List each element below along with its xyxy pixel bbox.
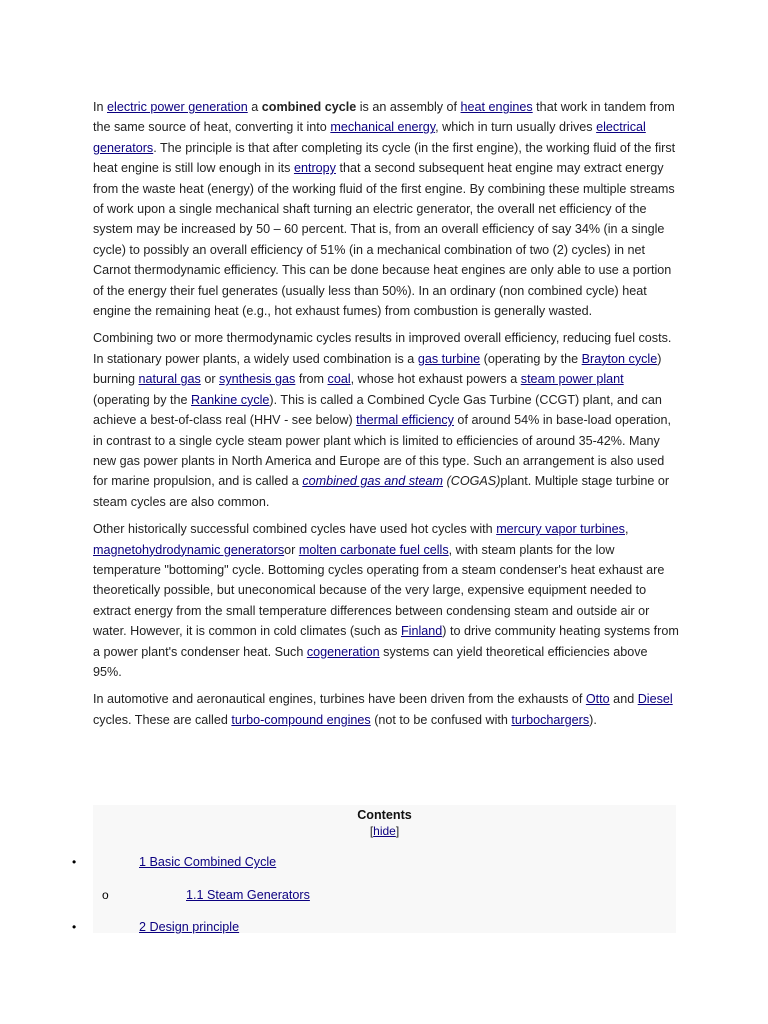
text: . The principle is that after completing its cycle (in the first engine), the working fluid of the first heat engine is still low enough in its (93, 140, 676, 176)
text: cycles. These are called (93, 712, 232, 727)
toc-hide-control (93, 823, 676, 839)
text: that a second subsequent heat engine may extract energy from the waste heat (energy) of the working fluid of the first engine. By combining these multiple streams of work upon a single mechanical shaft turning an electric generator, the overall net efficiency of the system may be increased by 50 – 60 percent. That is, from an overall efficiency of say 34% (in a single cycle) to possibly an overall efficiency of 51% (in a mechanical combination of two (2) cycles) in net Carnot thermodynamic efficiency. This can be done because heat engines are only able to use a portion of the energy their fuel generates (usually less than 50%). In an ordinary (non combined cycle) heat engine the remaining heat (e.g., hot exhaust fumes) from combustion is generally wasted. (93, 161, 675, 319)
paragraph-automotive (93, 689, 679, 730)
text: a (247, 100, 262, 114)
text: of around 54% in base-load operation, in contrast to a single cycle steam power plant which is limited to efficiencies of around 35-42%. Many new gas power plants in North America and Europe are of this type. Such an arrangement is also used for marine propulsion, and is called a (93, 413, 671, 489)
bold-term-combined-cycle: combined cycle (261, 100, 357, 114)
paragraph-intro (93, 97, 679, 321)
link-natural-gas[interactable]: natural gas (138, 372, 201, 387)
link-magnetohydrodynamic-generators[interactable]: magnetohydrodynamic generators (93, 542, 285, 557)
text: (operating by the (93, 392, 192, 407)
text: (not to be confused with (370, 712, 512, 727)
text: , whose hot exhaust powers a (350, 372, 521, 387)
toc-hide-link[interactable]: hide (373, 824, 396, 838)
link-otto[interactable]: Otto (585, 692, 610, 707)
link-coal[interactable]: coal (327, 372, 351, 387)
toc-item-steam-generators[interactable]: 1.1 Steam Generators (186, 888, 310, 902)
text: from (295, 372, 328, 387)
toc-item-basic-combined-cycle[interactable]: 1 Basic Combined Cycle (139, 855, 277, 869)
text: In automotive and aeronautical engines, turbines have been driven from the exhausts of (93, 692, 586, 707)
text: , with steam plants for the low temperature "bottoming" cycle. Bottoming cycles operating from a steam condenser's heat exhaust are theoretically possible, but uneconomical because of the very large, expensive equipment needed to extract energy from the small temperature differences between condensing steam and outside air or water. However, it is common in cold climates (such as (93, 542, 665, 639)
link-diesel[interactable]: Diesel (637, 692, 673, 707)
text: In (93, 100, 108, 114)
toc-sub-bullet: o (102, 888, 109, 902)
link-gas-turbine[interactable]: gas turbine (417, 351, 481, 366)
text: and (609, 692, 638, 707)
toc-item-design-principle[interactable]: 2 Design principle (139, 920, 240, 934)
link-electric-power-generation[interactable]: electric power generation (107, 100, 248, 114)
link-brayton-cycle[interactable]: Brayton cycle (581, 351, 658, 366)
paragraph-combining-cycles (93, 328, 679, 512)
text-cogas: (COGAS) (443, 474, 501, 489)
text: that work in tandem from the same source of heat, converting it into (93, 100, 675, 135)
text: is an assembly of (356, 100, 461, 114)
text: or (284, 542, 299, 557)
link-heat-engines[interactable]: heat engines (460, 100, 533, 114)
toc-title: Contents (357, 808, 412, 822)
link-thermal-efficiency[interactable]: thermal efficiency (356, 413, 454, 428)
text: (operating by the (480, 351, 582, 366)
text: Combining two or more thermodynamic cycles results in improved overall efficiency, reducing fuel costs. In stationary power plants, a widely used combination is a (93, 331, 672, 366)
text: ) burning (93, 351, 662, 387)
text: ). (589, 712, 597, 727)
link-synthesis-gas[interactable]: synthesis gas (219, 372, 296, 387)
link-turbochargers[interactable]: turbochargers (511, 712, 590, 727)
text: , (624, 522, 629, 537)
text: ). This is called a Combined Cycle Gas Turbine (CCGT) plant, and can achieve a best-of-class real (HHV - see below) (93, 392, 662, 428)
text: Other historically successful combined cycles have used hot cycles with (93, 522, 497, 537)
text: or (200, 372, 220, 387)
link-electrical-generators[interactable]: electrical generators (93, 120, 646, 155)
toc-bullet: • (72, 920, 77, 934)
link-mercury-vapor-turbines[interactable]: mercury vapor turbines (496, 522, 625, 537)
text: systems can yield theoretical efficiencies above 95%. (93, 644, 648, 679)
link-cogeneration[interactable]: cogeneration (306, 644, 380, 659)
bracket: [ (369, 824, 374, 838)
paragraph-historical-cycles (93, 519, 679, 682)
link-finland[interactable]: Finland (400, 624, 443, 639)
link-rankine-cycle[interactable]: Rankine cycle (191, 392, 270, 407)
link-mechanical-energy[interactable]: mechanical energy (330, 120, 436, 135)
article-body (93, 97, 679, 737)
toc-bullet: • (72, 855, 77, 869)
link-steam-power-plant[interactable]: steam power plant (520, 372, 624, 387)
link-turbo-compound-engines[interactable]: turbo-compound engines (231, 712, 371, 727)
text: ) to drive community heating systems from a power plant's condenser heat. Such (93, 624, 679, 659)
link-entropy[interactable]: entropy (293, 161, 336, 176)
bracket: ] (395, 824, 400, 838)
link-combined-gas-and-steam[interactable]: combined gas and steam (302, 474, 444, 489)
text: plant. Multiple stage turbine or steam cycles are also common. (93, 474, 670, 509)
link-molten-carbonate-fuel-cells[interactable]: molten carbonate fuel cells (298, 542, 449, 557)
text: , which in turn usually drives (435, 120, 597, 135)
